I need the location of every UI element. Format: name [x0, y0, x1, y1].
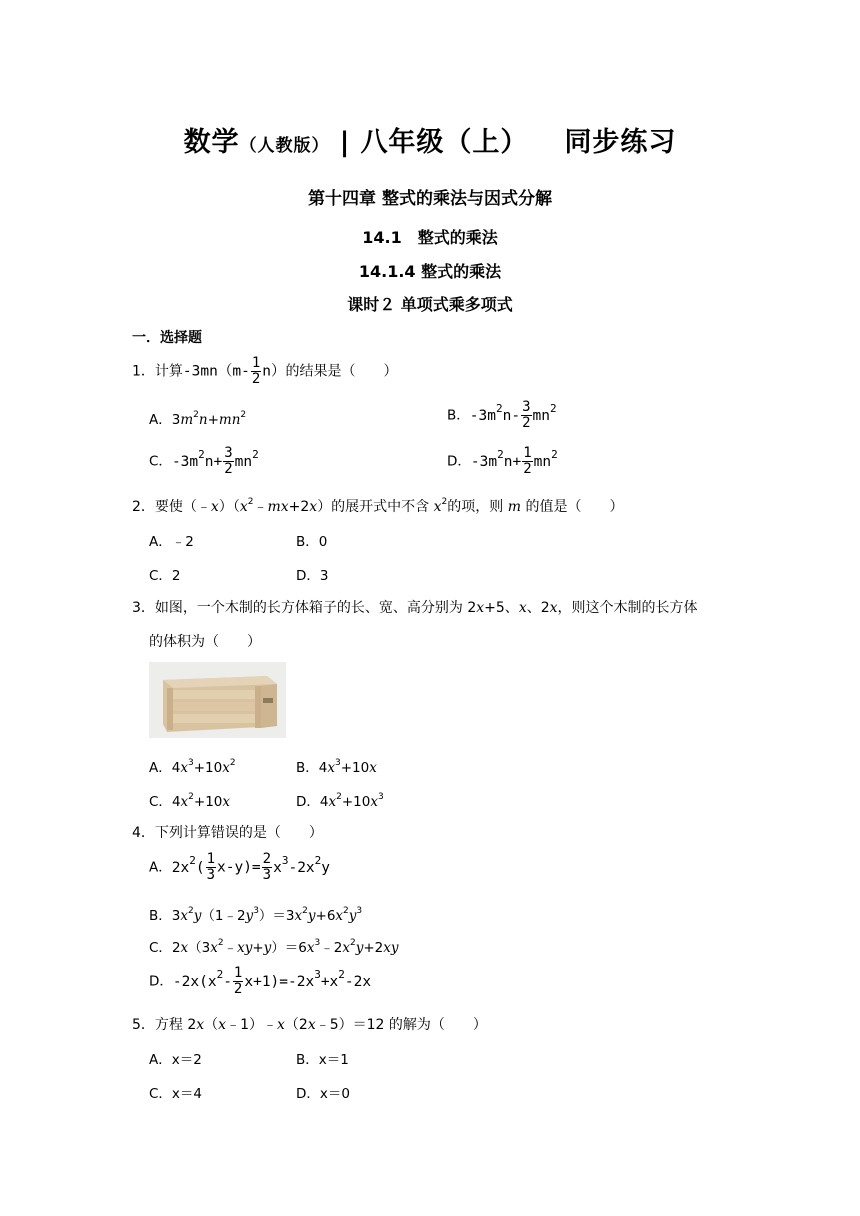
question-3-line-2: 的体积为（ ） [149, 634, 261, 650]
document-title [0, 120, 860, 159]
part-title: 一．选择题 [132, 330, 202, 346]
q2-option-a[interactable]: A．﹣2 [149, 534, 194, 550]
title-separator: | [339, 127, 351, 158]
q3-option-d[interactable]: D．$4x^2+10x^3$ [296, 792, 384, 810]
question-4: 4．下列计算错误的是（ ） [132, 825, 323, 841]
q4-option-a[interactable]: A．$2x^2$( $\frac{1}{3}$ x-y)= $\frac{2}{3}$ $x^3-2x^2y$ [149, 851, 331, 883]
q4-option-b[interactable]: B．$3x^2y(1﹣2y^3)=3x^2y+6x^2y^3$ [149, 906, 363, 924]
q2-option-b[interactable]: B．0 [296, 534, 328, 550]
q2-option-d[interactable]: D．3 [296, 568, 329, 584]
question-2: 2．要使$(﹣x)(x^2﹣mx+2x)$的展开式中不含 $x^2$的项，则 m 的值是（ ） [132, 497, 624, 515]
q5-option-b[interactable]: B．x＝1 [296, 1052, 349, 1068]
practice-label: 同步练习 [564, 127, 677, 158]
grade: 八年级（上） [360, 127, 529, 158]
q2-option-c[interactable]: C．2 [149, 568, 181, 584]
subsection-title: 14.1.4 整式的乘法 [358, 262, 502, 281]
q5-option-a[interactable]: A．x＝2 [149, 1052, 202, 1068]
q4-option-d[interactable]: D．$-2x(x^2-$ $\frac{1}{2}$ $x+1)=-2x^3+x^2-2x$ [149, 965, 372, 997]
q1-option-d[interactable]: D．$-3m^2n+$ $\frac{1}{2}$ $mn^2$ [447, 445, 558, 477]
q5-option-d[interactable]: D．x＝0 [296, 1086, 350, 1102]
q1-option-b[interactable]: B．$-3m^2n-$ $\frac{3}{2}$ $mn^2$ [447, 399, 557, 431]
lesson-title: 课时２ 单项式乘多项式 [347, 295, 513, 314]
q5-option-c[interactable]: C．x＝4 [149, 1086, 203, 1102]
q1-option-c[interactable]: C．$-3m^2n+$ $\frac{3}{2}$ $mn^2$ [149, 445, 259, 477]
section-title: 14.1 整式的乘法 [362, 228, 498, 247]
question-1: 1．计算-3mn（m- $\frac{1}{2}$ n）的结果是（ ） [132, 355, 398, 387]
chapter-title: 第十四章 整式的乘法与因式分解 [308, 189, 552, 209]
wooden-crate-image [149, 662, 286, 738]
question-3-line-1: 3．如图，一个木制的长方体箱子的长、宽、高分别为 2x+5、x、2x，则这个木制的长方体 [132, 600, 698, 616]
q3-option-c[interactable]: C．$4x^2+10x$ [149, 792, 231, 810]
fraction-half: $\frac{1}{2}$ [251, 355, 261, 387]
question-5: 5．方程 2x（x﹣1）﹣x（2x﹣5）＝12 的解为（ ） [132, 1017, 487, 1033]
q1-option-a[interactable]: A．$3m^2n+mn^2$ [149, 410, 247, 428]
subject: 数学 [183, 127, 240, 158]
q3-option-a[interactable]: A．$4x^3+10x^2$ [149, 758, 236, 776]
edition: （人教版） [239, 136, 330, 156]
q3-option-b[interactable]: B．$4x^3+10x$ [296, 758, 377, 776]
q4-option-c[interactable]: C．$2x(3x^2﹣xy+y)=6x^3﹣2x^2y+2xy$ [149, 938, 399, 956]
